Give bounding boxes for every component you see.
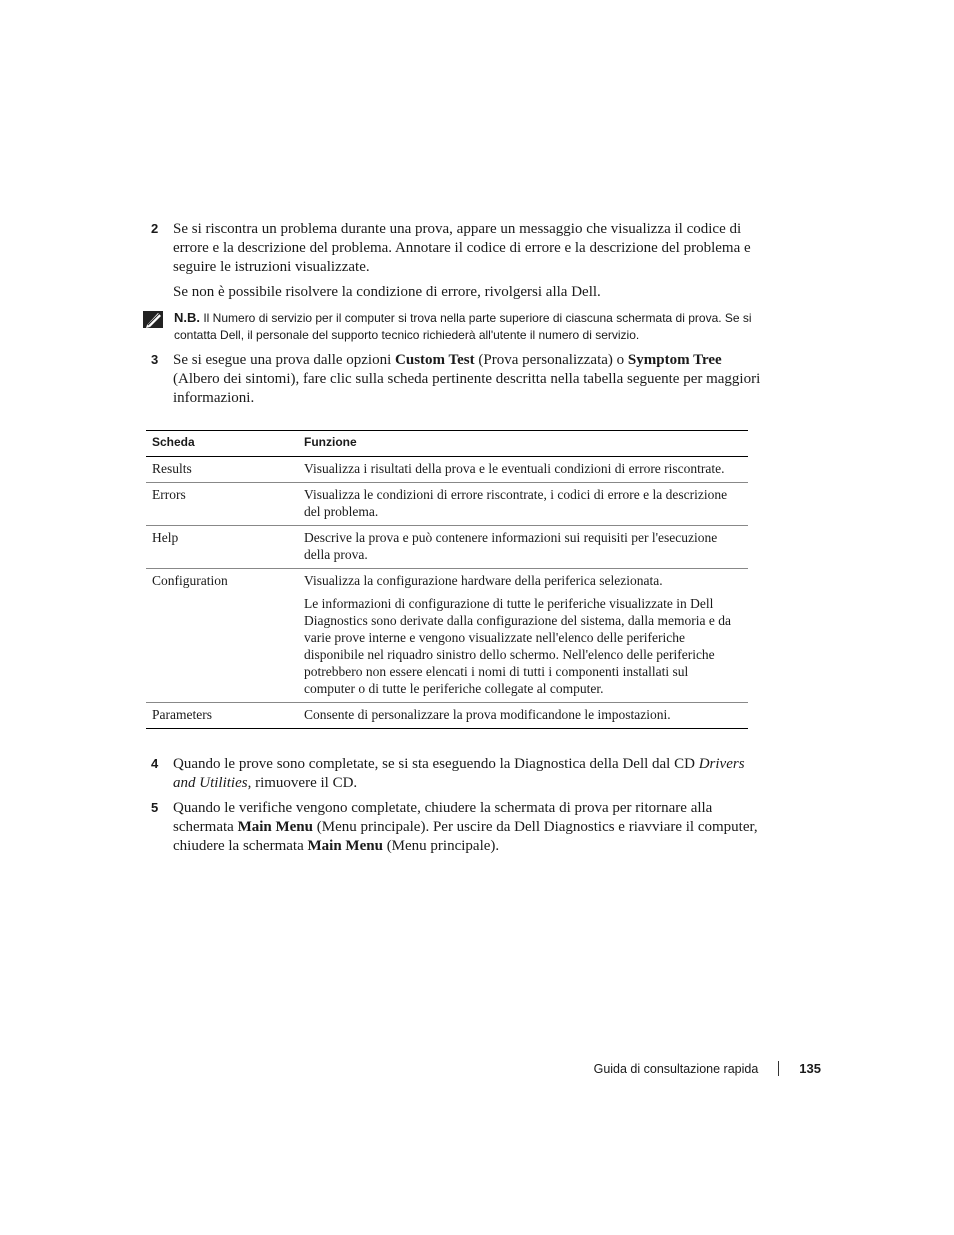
tab-name: Results (146, 457, 298, 483)
tab-description: Visualizza le condizioni di errore riscontrate, i codici di errore e la descrizione del problema. (298, 483, 748, 526)
note-body: Il Numero di servizio per il computer si trova nella parte superiore di ciascuna schermata di prova. Se si contatta Dell, il personale del supporto tecnico richiederà all'utente il numero di servizio. (174, 311, 752, 342)
note-label: N.B. (174, 310, 200, 325)
main-menu-label: Main Menu (307, 838, 383, 854)
tab-description: Visualizza la configurazione hardware della periferica selezionata. Le informazioni di configurazione di tutte le periferiche visualizzate in Dell Diagnostics sono derivate dalla configurazione del sistema, dalla memoria e da varie prove interne e vengono visualizzate nell'elenco delle periferiche disponibile nel riquadro sinistro dello schermo. Nell'elenco delle periferiche potrebbero non essere elencati i nomi di tutti i componenti installati sul computer o di tutte le periferiche collegate al computer. (298, 569, 748, 703)
tab-name: Errors (146, 483, 298, 526)
note-text (174, 309, 763, 344)
cd-title: Drivers and Utilities (173, 756, 745, 791)
step-number: 4 (151, 756, 159, 771)
step-text: Quando le prove sono completate, se si sta eseguendo la Diagnostica della Dell dal CD Drivers and Utilities, rimuovere il CD. (173, 756, 745, 791)
footer-divider (778, 1061, 779, 1076)
step-5 (151, 799, 761, 856)
table-row (146, 457, 748, 483)
step-3 (151, 351, 761, 408)
tab-description: Consente di personalizzare la prova modificandone le impostazioni. (298, 703, 748, 729)
tab-description: Descrive la prova e può contenere informazioni sui requisiti per l'esecuzione della prova. (298, 526, 748, 569)
table-row (146, 703, 748, 729)
tab-name: Configuration (146, 569, 298, 703)
diagnostics-tabs-table (146, 430, 748, 729)
step-text: Se si riscontra un problema durante una prova, appare un messaggio che visualizza il codice di errore e la descrizione del problema. Annotare il codice di errore e la descrizione del problema e seguire le istruzioni visualizzate. (173, 221, 751, 275)
tab-description: Visualizza i risultati della prova e le eventuali condizioni di errore riscontrate. (298, 457, 748, 483)
table-row (146, 483, 748, 526)
column-header-tab: Scheda (146, 431, 298, 457)
step-text: Quando le verifiche vengono completate, chiudere la schermata di prova per ritornare alla schermata Main Menu (Menu principale). Per uscire da Dell Diagnostics e riavviare il computer, chiudere la schermata Main Menu (Menu principale). (173, 800, 758, 854)
step-number: 5 (151, 800, 159, 815)
tab-name: Parameters (146, 703, 298, 729)
symptom-tree-label: Symptom Tree (627, 352, 722, 368)
note (143, 309, 763, 344)
page-footer (594, 1061, 821, 1076)
main-menu-label: Main Menu (237, 819, 313, 835)
column-header-function: Funzione (298, 431, 748, 457)
table-row (146, 526, 748, 569)
tab-name: Help (146, 526, 298, 569)
footer-title: Guida di consultazione rapida (593, 1061, 759, 1076)
table-row (146, 569, 748, 703)
step-text: Se si esegue una prova dalle opzioni Custom Test (Prova personalizzata) o Symptom Tree (Albero dei sintomi), fare clic sulla scheda pertinente descritta nella tabella seguente per maggiori informazioni. (173, 352, 761, 406)
note-pencil-icon (143, 309, 165, 329)
step-2 (151, 220, 761, 277)
custom-test-label: Custom Test (395, 352, 475, 368)
step-4 (151, 755, 761, 793)
step-number: 3 (151, 352, 159, 367)
table-header-row (146, 431, 748, 457)
step-number: 2 (151, 221, 159, 236)
step-2-followup: Se non è possibile risolvere la condizione di errore, rivolgersi alla Dell. (173, 284, 601, 300)
page-number: 135 (799, 1061, 821, 1076)
